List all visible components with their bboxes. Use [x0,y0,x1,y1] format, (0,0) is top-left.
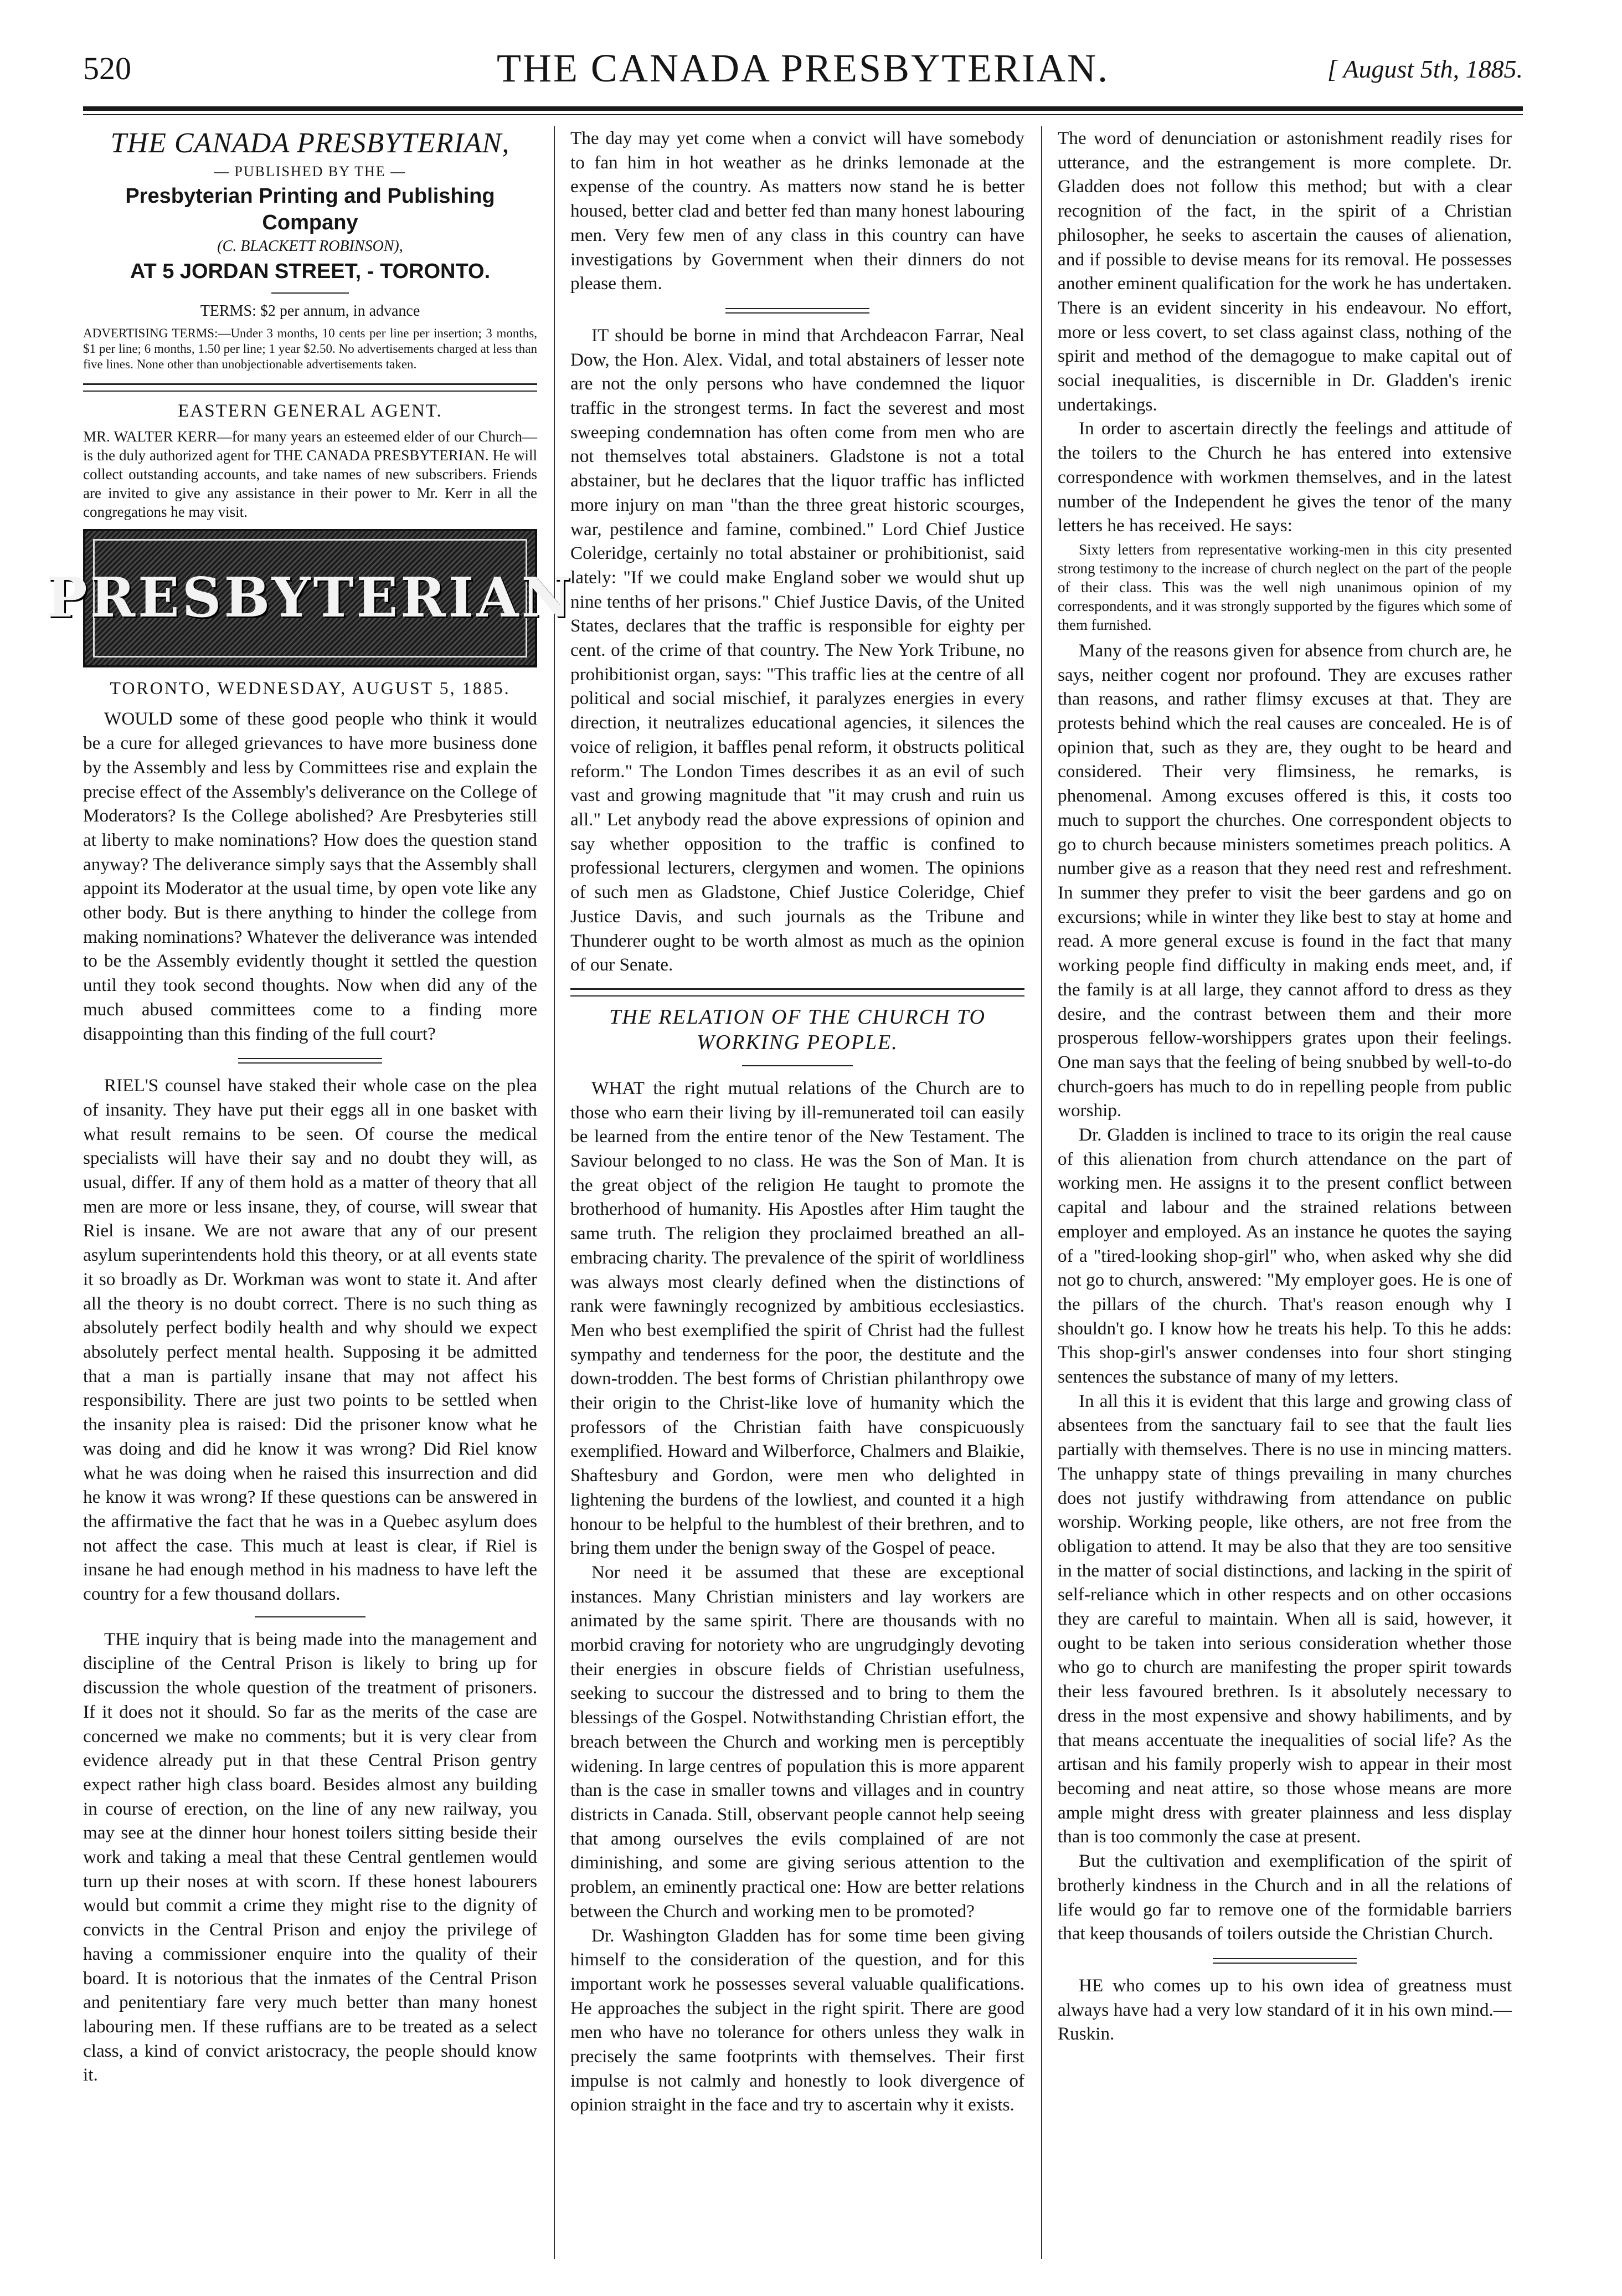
publisher-company: Presbyterian Printing and Publishing Company [125,184,495,234]
paragraph-separator [1213,1958,1357,1964]
section-divider [570,988,1024,997]
editorial-paragraph: THE inquiry that is being made into the management and discipline of the Central Prison is likely to bring up for discussion the whole question of the treatment of prisoners. If it does not it should. So far as the merits of the case are concerned we make no comments; but it is very clear from evidence already put in that these Central Prison gentry expect rather high class board. Besides almost any building in course of erection, on the line of any new railway, you may see at the dinner hour honest toilers sitting beside their work and taking a meal that these Central gentlemen would turn up their noses at with scorn. If these honest labourers would but commit a crime they might rise to the dignity of convicts in the Central Prison and enjoy the privilege of having a commissioner enquire into the quality of their board. It is notorious that the inmates of the Central Prison and penitentiary fare very much better than many honest labouring men. If these ruffians are to be treated as a select class, a kind of convict aristocracy, the people should know it. [83,1629,537,2086]
dateline: TORONTO, WEDNESDAY, AUGUST 5, 1885. [110,677,511,698]
article-paragraph: Dr. Washington Gladden has for some time been giving himself to the consideration of the question, and for this important work he possesses several valuable qualifications. He approaches the subject in the right spirit. There are good men who have no tolerance for others unless they walk in precisely the same footprints with themselves. Their first impulse is not calmly and honestly to look divergence of opinion straight in the face and try to ascertain why it exists. [570,1925,1024,2115]
header-rule-thick [83,106,1523,111]
subscription-terms: TERMS: $2 per annum, in advance [200,302,420,320]
publisher-title: THE CANADA PRESBYTERIAN, [110,127,510,159]
section-divider [83,383,537,392]
article-paragraph: Dr. Gladden is inclined to trace to its origin the real cause of this alienation from church attendance on the part of working men. He assigns it to the present conflict between capital and labour and the strained relations between employer and employed. As an instance he quotes the saying of a "tired-looking shop-girl" who, when asked why she did not go to church, answered: "My employer goes. He is one of the pillars of the church. That's reason enough why I shouldn't go. I know how he treats his help. To this he adds: This shop-girl's answer condenses into four short stinging sentences the substance of many of my letters. [1058,1124,1512,1388]
page-header [83,39,1523,100]
column-divider [1041,126,1042,2259]
column-2 [570,126,1024,2117]
column-divider [554,126,555,2259]
masthead-word: PRESBYTERIAN [46,566,574,630]
issue-date: [ August 5th, 1885. [1327,55,1523,83]
presbyterian-masthead [46,529,574,667]
paragraph-separator [255,1616,365,1617]
newspaper-title: THE CANADA PRESBYTERIAN. [496,46,1110,90]
paragraph-separator [725,308,869,314]
publisher-address: AT 5 JORDAN STREET, - TORONTO. [130,260,491,283]
column-1 [46,126,574,2087]
article-paragraph: The word of denunciation or astonishment readily rises for utterance, and the estrangement is more complete. Dr. Gladden does not follow this method; but with a clear recognition of the fact, in the spirit of a Christian philosopher, he seeks to ascertain the causes of alienation, and if possible to devise means for its removal. He possesses another eminent qualification for the work he has undertaken. There is an evident sincerity in his endeavour. No effort, more or less covert, to set class against class, nothing of the spirit and method of the demagogue to make capital out of social inequalities, is discernible in Dr. Gladden's irenic undertakings. [1058,128,1512,415]
agent-heading: EASTERN GENERAL AGENT. [178,401,442,421]
article-paragraph: But the cultivation and exemplification of the spirit of brotherly kindness in the Church and in all the relations of life would go far to remove one of the formidable barriers that keep thousands of toilers outside the Christian Church. [1058,1851,1512,1944]
quote-text: Sixty letters from representative working-men in this city presented strong testimony to the increase of church neglect on the part of the people of their class. This was the well nigh unanimous opinion of my correspondents, and it was strongly supported by the figures which some of them furnished. [1058,541,1512,633]
quoted-letter [1058,540,1512,634]
article-title: THE RELATION OF THE CHURCH TO WORKING PEOPLE. [609,1005,986,1054]
masthead-frame [46,539,574,658]
paragraph-separator [238,1058,382,1064]
short-rule [271,292,349,294]
editorial-paragraph: RIEL'S counsel have staked their whole case on the plea of insanity. They have put their eggs all in one basket with what result remains to be seen. Of course the medical specialists will have their say and no doubt they will, as usual, differ. If any of them hold as a matter of theory that all men are more or less insane, they, of course, will swear that Riel is insane. We are not aware that any of our present asylum superintendents hold this theory, or at all events state it so broadly as Dr. Workman was wont to state it. And after all the theory is no doubt correct. There is no such thing as absolutely perfect bodily health and why should we expect absolutely perfect mental health. Supposing it be admitted that a man is partially insane that may not affect his responsibility. There are just two points to be settled when the insanity plea is raised: Did the prisoner know what he was doing and did he know it was wrong? Did Riel know what he was doing when he raised this insurrection and did he know it was wrong? If these questions can be answered in the affirmative the fact that he was in a Quebec asylum does not affect the case. This much at least is clear, if Riel is insane he had enough method in his madness to have left the country for a few thousand dollars. [83,1075,537,1605]
editorial-paragraph: WOULD some of these good people who think it would be a cure for alleged grievances to have more business done by the Assembly and less by Committees rise and explain the precise effect of the Assembly's deliverance on the College of Moderators? Is the College abolished? Are Presbyteries still at liberty to make nominations? How does the question stand anyway? The deliverance simply says that the Assembly shall appoint its Moderator at the usual time, by open vote like any other body. But is there anything to hinder the college from making nominations? Whatever the deliverance was intended to be the Assembly evidently thought it settled the question until they took second thoughts. Now when did any of the much abused committees come to a finding more disappointing than this finding of the full court? [83,708,537,1044]
article-paragraph: WHAT the right mutual relations of the Church are to those who earn their living by ill-remunerated toil can easily be learned from the entire tenor of the New Testament. The Saviour belonged to no class. He was the Son of Man. It is the great object of the religion He taught to promote the brotherhood of humanity. His Apostles after Him taught the same truth. The religion they proclaimed breathed an all-embracing charity. The prevalence of the spirit of worldliness was always most clearly defined when the distinctions of rank were fawningly recognized by ambitious ecclesiastics. Men who best exemplified the spirit of Christ had the fullest sympathy and tenderness for the poor, the destitute and the down-trodden. The best forms of Christian philanthropy owe their origin to the Christ-like love of humanity which the professors of the Christian faith have conspicuously exemplified. Howard and Wilberforce, Chalmers and Blaikie, Shaftesbury and Gordon, were men who delighted in lightening the burdens of the lowliest, and counted it a high honour to be helpful to the humblest of their brethren, and to bring them under the benign sway of the Gospel of peace. [570,1077,1024,1559]
page-number: 520 [83,50,131,86]
newspaper-page [46,33,1523,2271]
article-paragraph: In all this it is evident that this large and growing class of absentees from the sanctuary fail to see that the fault lies partially with themselves. There is no use in mincing matters. The unhappy state of things prevailing in many churches does not justify withdrawing from attendance on public worship. Working people, like others, are not free from the obligation to attend. It may be also that they are too sensitive in the matter of social distinctions, and lacking in the spirit of self-reliance which in other respects and on other occasions they are careful to maintain. When all is said, however, it ought to be taken into serious consideration whether those who go to church are manifesting the proper spirit towards their less favoured brethren. Is it absolutely necessary to dress in the most expensive and showy habiliments, and by that means accentuate the inequalities of social life? As the artisan and his family properly wish to appear in their most becoming and neat attire, so those whose means are more ample might dress with greater plainness and less display than is too commonly the case at present. [1058,1390,1512,1847]
published-by: — PUBLISHED BY THE — [214,163,406,179]
closing-quote: HE who comes up to his own idea of greatness must always have had a very low standard of it in his own mind.—Ruskin. [1058,1975,1512,2045]
editorial-continuation: The day may yet come when a convict will have somebody to fan him in hot weather as he drinks lemonade at the expense of the country. As matters now stand he is better housed, better clad and better fed than many honest labouring men. Very few men of any class in this country can have investigations by Government when their dinners do not please them. [570,128,1024,294]
column-3 [1058,126,1512,2046]
article-paragraph: Many of the reasons given for absence from church are, he says, neither cogent nor profound. They are excuses rather than reasons, and rather flimsy excuses at that. They are protests behind which the real causes are concealed. He is of opinion that, such as they are, they ought to be heard and considered. Their very flimsiness, he remarks, is phenomenal. Among excuses offered is this, it costs too much to support the churches. One correspondent objects to go to church because ministers sometimes preach politics. A number give as a reason that they need rest and refreshment. In summer they prefer to visit the beer gardens and go on excursions; while in winter they like best to stay at home and read. A more general excuse is found in the fact that many working people find difficulty in making ends meet, and, if the family is at all large, they cannot afford to dress as they desire, and the contrast between them and their more prosperous fellow-worshippers grates upon their feelings. One man says that the feeling of being snubbed by well-to-do church-goers has much to do in repelling people from public worship. [1058,640,1512,1121]
header-rule-thin [83,114,1523,115]
short-rule [742,1065,853,1066]
article-paragraph: In order to ascertain directly the feelings and attitude of the toilers to the Church he has entered into extensive correspondence with workmen themselves, and in the latest number of the Independent he gives the tenor of the many letters he has received. He says: [1058,418,1512,536]
advertising-terms: ADVERTISING TERMS:—Under 3 months, 10 cents per line per insertion; 3 months, $1 per line; 6 months, 1.50 per line; 1 year $2.50. No advertisements charged at less than five lines. None other than unobjectionable advertisements taken. [83,326,537,371]
article-paragraph: Nor need it be assumed that these are exceptional instances. Many Christian ministers and lay workers are animated by the same spirit. There are thousands with no morbid craving for notoriety who are ungrudgingly devoting their energies in obscure fields of Christian usefulness, seeking to succour the distressed and to bring to them the blessings of the Gospel. Notwithstanding Christian effort, the breach between the Church and working men is perceptibly widening. In large centres of population this is more apparent than is the case in smaller towns and villages and in country districts in Canada. Still, observant people cannot help seeing that among ourselves the evils complained of are not diminishing, and some are giving serious attention to the problem, an eminently practical one: How are better relations between the Church and working men to be promoted? [570,1562,1024,1922]
editorial-paragraph: IT should be borne in mind that Archdeacon Farrar, Neal Dow, the Hon. Alex. Vidal, and total abstainers of lesser note are not the only persons who have condemned the liquor traffic in the strongest terms. In fact the severest and most sweeping condemnation has often come from men who are not themselves total abstainers. Gladstone is not a total abstainer, but he declares that the liquor traffic has inflicted more injury on man "than the three great historic scourges, war, pestilence and famine, combined." Lord Chief Justice Coleridge, certainly no total abstainer or prohibitionist, said lately: "If we could make England sober we would shut up nine tenths of her prisons." Chief Justice Davis, of the United States, declares that the traffic is responsible for eighty per cent. of the crime of that country. The New York Tribune, no prohibitionist organ, says: "This traffic lies at the centre of all political and social mischief, it paralyzes energies in every direction, it neutralizes educational agencies, it silences the voice of religion, it baffles penal reform, it obstructs political reform." The London Times describes it as an evil of such vast and growing magnitude that "it may crush and ruin us all." Let anybody read the above expressions of opinion and say whether opposition to the traffic is confined to professional lecturers, clergymen and women. The opinions of such men as Gladstone, Chief Justice Coleridge, Chief Justice Davis, and such journals as the Tribune and Thunderer ought to be worth almost as much as the opinion of our Senate. [570,325,1024,975]
agent-notice: MR. WALTER KERR—for many years an esteemed elder of our Church—is the duly authorized agent for THE CANADA PRESBYTERIAN. He will collect outstanding accounts, and take names of new subscribers. Friends are invited to give any assistance in their power to Mr. Kerr in all the congregations he may visit. [83,428,537,520]
publisher-manager: (C. BLACKETT ROBINSON), [217,238,403,255]
